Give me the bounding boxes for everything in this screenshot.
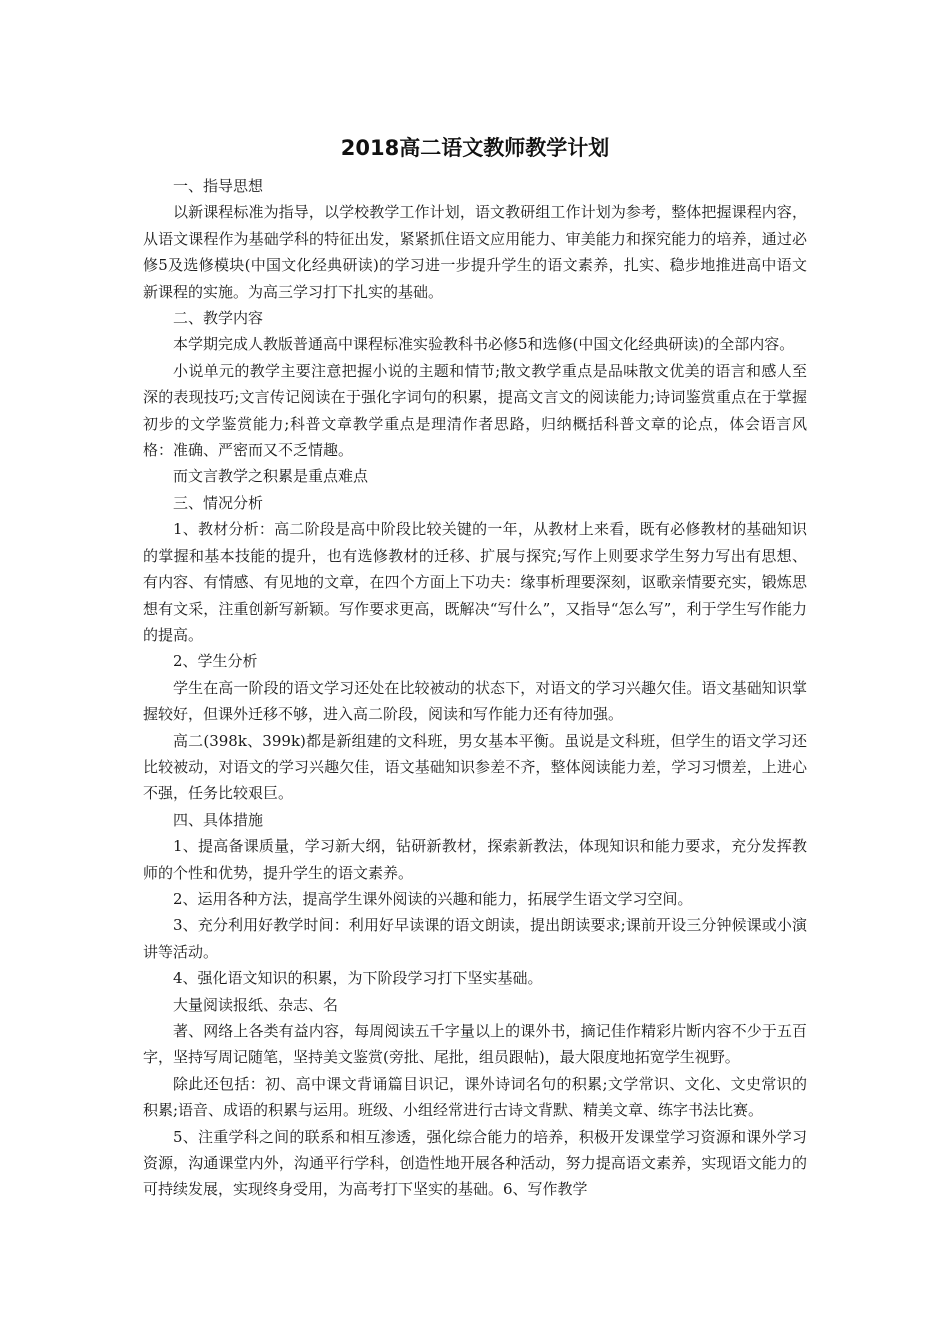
section-heading: 三、情况分析: [173, 493, 264, 512]
subsection-heading: 2、学生分析: [173, 652, 258, 671]
section-heading: 二、教学内容: [173, 309, 264, 328]
paragraph: 本学期完成人教版普通高中课程标准实验教科书必修5和选修(中国文化经典研读)的全部内容。: [173, 335, 795, 354]
paragraph: 1、教材分析：高二阶段是高中阶段比较关键的一年，从教材上来看，既有必修教材的基础知识的掌握和基本技能的提升，也有选修教材的迁移、扩展与探究;写作上则要求学生努力写出有思想、有内容、有情感、有见地的文章，在四个方面上下功夫：缘事析理要深刻，讴歌亲情要充实，锻炼思想有文采，注重创新写新颖。写作要求更高，既解决“写什么”，又指导“怎么写”，利于学生写作能力的提高。: [143, 520, 807, 644]
paragraph: 除此还包括：初、高中课文背诵篇目识记，课外诗词名句的积累;文学常识、文化、文史常识的积累;语音、成语的积累与运用。班级、小组经常进行古诗文背默、精美文章、练字书法比赛。: [143, 1074, 807, 1120]
paragraph: 2、运用各种方法，提高学生课外阅读的兴趣和能力，拓展学生语文学习空间。: [173, 889, 693, 908]
paragraph: 3、充分利用好教学时间：利用好早读课的语文朗读，提出朗读要求;课前开设三分钟候课或小演讲等活动。: [143, 916, 807, 961]
paragraph: 著、网络上各类有益内容，每周阅读五千字量以上的课外书，摘记佳作精彩片断内容不少于五百字，坚持写周记随笔，坚持美文鉴赏(旁批、尾批，组员跟帖)，最大限度地拓宽学生视野。: [143, 1022, 807, 1067]
paragraph: 大量阅读报纸、杂志、名: [173, 995, 339, 1014]
paragraph: 4、强化语文知识的积累，为下阶段学习打下坚实基础。: [173, 969, 543, 988]
paragraph: 小说单元的教学主要注意把握小说的主题和情节;散文教学重点是品味散文优美的语言和感人至深的表现技巧;文言传记阅读在于强化字词句的积累，提高文言文的阅读能力;诗词鉴赏重点在于掌握初步的文学鉴赏能力;科普文章教学重点是理清作者思路，归纳概括科普文章的论点，体会语言风格：准确、严密而又不乏情趣。: [143, 361, 807, 460]
paragraph: 5、注重学科之间的联系和相互渗透，强化综合能力的培养，积极开发课堂学习资源和课外学习资源，沟通课堂内外，沟通平行学科，创造性地开展各种活动，努力提高语文素养，实现语文能力的可持续发展，实现终身受用，为高考打下坚实的基础。6、写作教学: [143, 1127, 807, 1199]
paragraph: 学生在高一阶段的语文学习还处在比较被动的状态下，对语文的学习兴趣欠佳。语文基础知识掌握较好，但课外迁移不够，进入高二阶段，阅读和写作能力还有待加强。: [143, 678, 807, 724]
document-page: [143, 133, 807, 1203]
section-heading: 四、具体措施: [173, 810, 264, 829]
paragraph: 以新课程标准为指导，以学校教学工作计划，语文教研组工作计划为参考，整体把握课程内容，从语文课程作为基础学科的特征出发，紧紧抓住语文应用能力、审美能力和探究能力的培养，通过必修5及选修模块(中国文化经典研读)的学习进一步提升学生的语文素养，扎实、稳步地推进高中语文新课程的实施。为高三学习打下扎实的基础。: [143, 203, 807, 301]
paragraph: 1、提高备课质量，学习新大纲，钻研新教材，探索新教法，体现知识和能力要求，充分发挥教师的个性和优势，提升学生的语文素养。: [143, 837, 807, 882]
section-heading: 一、指导思想: [173, 177, 264, 195]
document-title: 2018高二语文教师教学计划: [340, 136, 610, 160]
paragraph: 而文言教学之积累是重点难点: [173, 467, 369, 486]
paragraph: 高二(398k、399k)都是新组建的文科班，男女基本平衡。虽说是文科班，但学生的语文学习还比较被动，对语文的学习兴趣欠佳，语文基础知识参差不齐，整体阅读能力差，学习习惯差，上进心不强，任务比较艰巨。: [143, 731, 807, 803]
